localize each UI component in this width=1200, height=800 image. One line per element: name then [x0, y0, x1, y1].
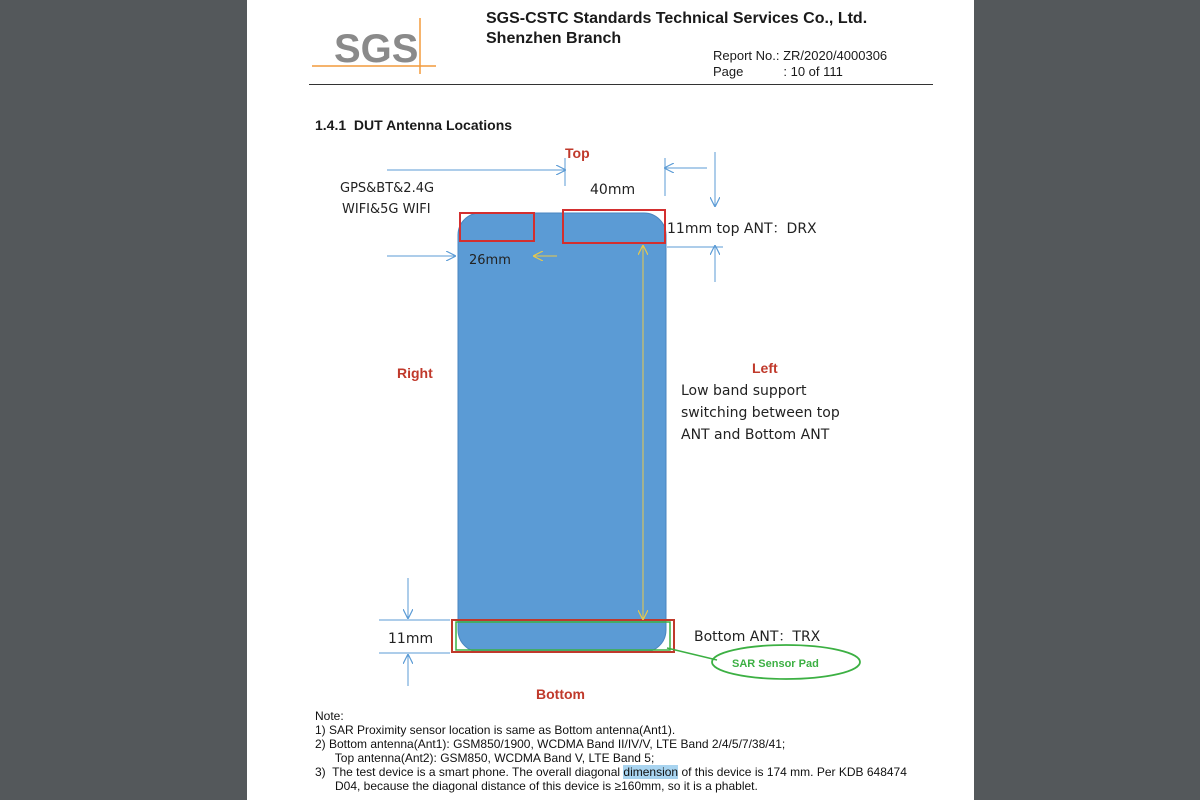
- label-bottom: Bottom: [536, 686, 585, 702]
- document-page: [247, 0, 974, 800]
- phone-body: [458, 213, 666, 652]
- note-3a-pre: 3) The test device is a smart phone. The overall diagonal: [315, 765, 624, 779]
- page-label: Page: [713, 64, 744, 79]
- section-number: 1.4.1: [315, 117, 347, 133]
- dim-40mm: 40mm: [590, 182, 636, 198]
- low-band-line1: Low band support: [681, 383, 807, 399]
- dim-26mm: 26mm: [469, 253, 511, 268]
- gps-label-line1: GPS&BT&2.4G: [340, 181, 435, 196]
- bottom-ant-label: Bottom ANT：TRX: [694, 629, 821, 645]
- sar-callout-line: [667, 648, 717, 660]
- note-3a: [315, 765, 965, 779]
- note-3a-highlight: dimension: [623, 765, 679, 779]
- sar-pad-label: SAR Sensor Pad: [732, 658, 819, 670]
- label-right: Right: [397, 365, 433, 381]
- company-line-1: SGS-CSTC Standards Technical Services Co., Ltd.: [486, 10, 868, 27]
- label-left: Left: [752, 360, 778, 376]
- logo-text: SGS: [334, 27, 419, 71]
- gps-label-line2: WIFI&5G WIFI: [342, 202, 431, 217]
- top-ant-label: 11mm top ANT：DRX: [667, 221, 817, 237]
- note-3a-post: of this device is 174 mm. Per KDB 648474: [678, 765, 907, 779]
- report-number: Report No.: ZR/2020/4000306: [713, 48, 888, 63]
- note-1: 1) SAR Proximity sensor location is same as Bottom antenna(Ant1).: [315, 723, 676, 737]
- low-band-line2: switching between top: [681, 405, 840, 421]
- note-2a: 2) Bottom antenna(Ant1): GSM850/1900, WCDMA Band II/IV/V, LTE Band 2/4/5/7/38/41;: [315, 737, 786, 751]
- low-band-line3: ANT and Bottom ANT: [681, 427, 830, 443]
- dim-11mm-bottom: 11mm: [388, 631, 434, 647]
- antenna-diagram: [247, 0, 974, 705]
- page-value: : 10 of 111: [783, 64, 843, 79]
- notes-section: [315, 709, 965, 793]
- notes-title: Note:: [315, 709, 344, 723]
- note-2b: Top antenna(Ant2): GSM850, WCDMA Band V, LTE Band 5;: [315, 751, 655, 765]
- label-top: Top: [565, 145, 590, 161]
- section-title: DUT Antenna Locations: [353, 117, 513, 133]
- note-3b: D04, because the diagonal distance of this device is ≥160mm, so it is a phablet.: [315, 779, 758, 793]
- company-line-2: Shenzhen Branch: [486, 30, 622, 47]
